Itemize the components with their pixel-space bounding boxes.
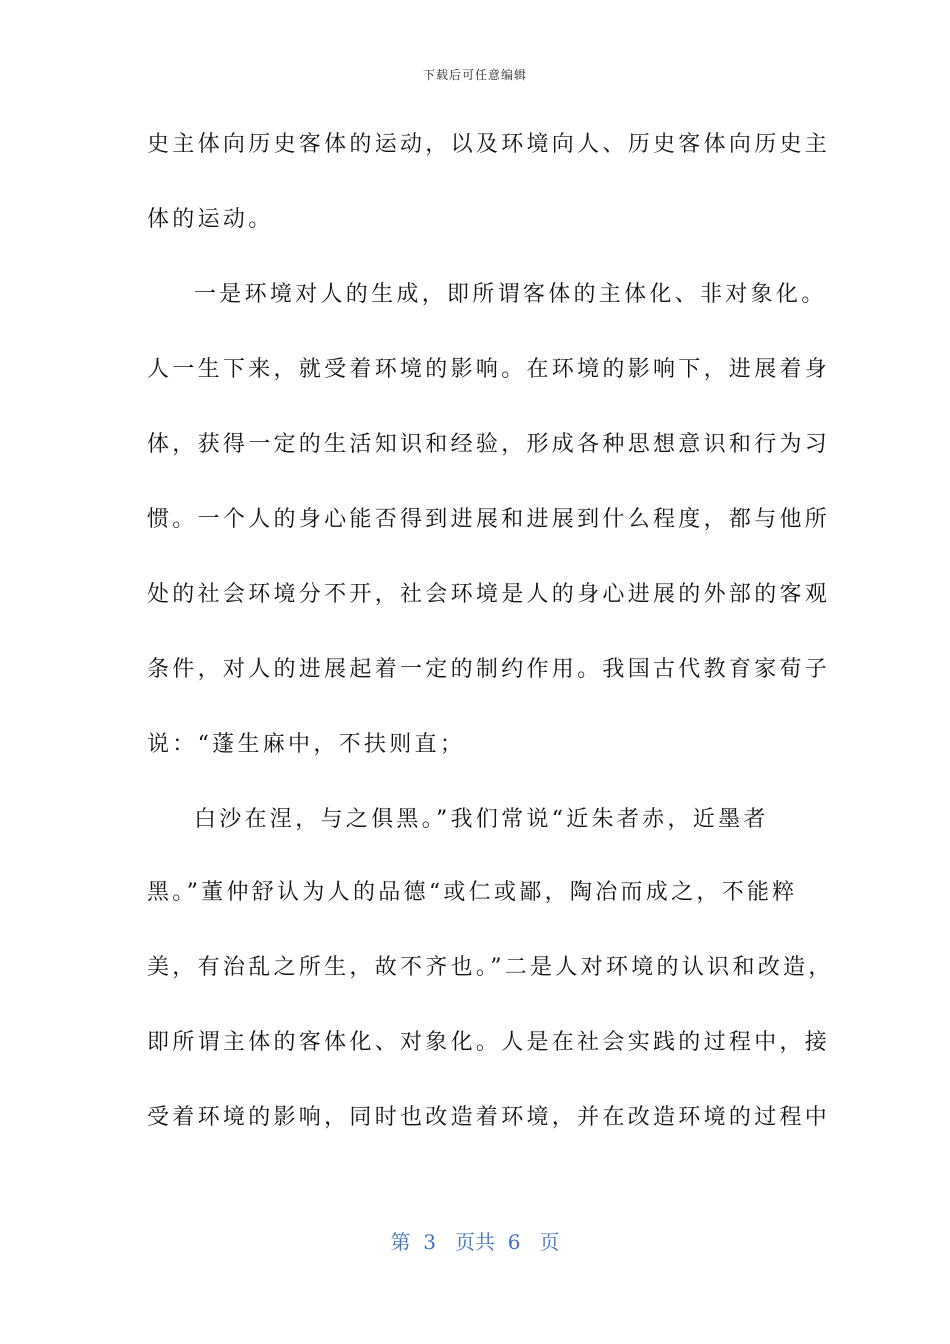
body-line: 条件，对人的进展起着一定的制约作用。我国古代教育家荀子 bbox=[147, 657, 831, 682]
body-line: 体的运动。 bbox=[147, 207, 274, 232]
body-line: 美，有治乱之所生，故不齐也。”二是人对环境的认识和改造， bbox=[147, 955, 834, 980]
page-header: 下载后可任意编辑 bbox=[422, 68, 527, 82]
body-line: 即所谓主体的客体化、对象化。人是在社会实践的过程中，接 bbox=[147, 1030, 831, 1055]
body-line: 史主体向历史客体的运动，以及环境向人、历史客体向历史主 bbox=[147, 132, 831, 157]
body-line: 白沙在涅，与之俱黑。”我们常说“近朱者赤，近墨者 bbox=[194, 807, 769, 832]
body-line: 一是环境对人的生成，即所谓客体的主体化、非对象化。 bbox=[194, 282, 827, 307]
body-line: 黑。”董仲舒认为人的品德“或仁或鄙，陶冶而成之，不能粹 bbox=[147, 880, 798, 905]
page-number-footer: 第 3 页共 6 页 bbox=[390, 1230, 560, 1254]
body-line: 人一生下来，就受着环境的影响。在环境的影响下，进展着身 bbox=[147, 357, 831, 382]
body-line: 惯。一个人的身心能否得到进展和进展到什么程度，都与他所 bbox=[147, 507, 831, 532]
body-line: 体，获得一定的生活知识和经验，形成各种思想意识和行为习 bbox=[147, 432, 831, 457]
body-line: 说：“蓬生麻中，不扶则直； bbox=[147, 732, 466, 757]
body-line: 受着环境的影响，同时也改造着环境，并在改造环境的过程中 bbox=[147, 1105, 831, 1130]
body-line: 处的社会环境分不开，社会环境是人的身心进展的外部的客观 bbox=[147, 582, 831, 607]
